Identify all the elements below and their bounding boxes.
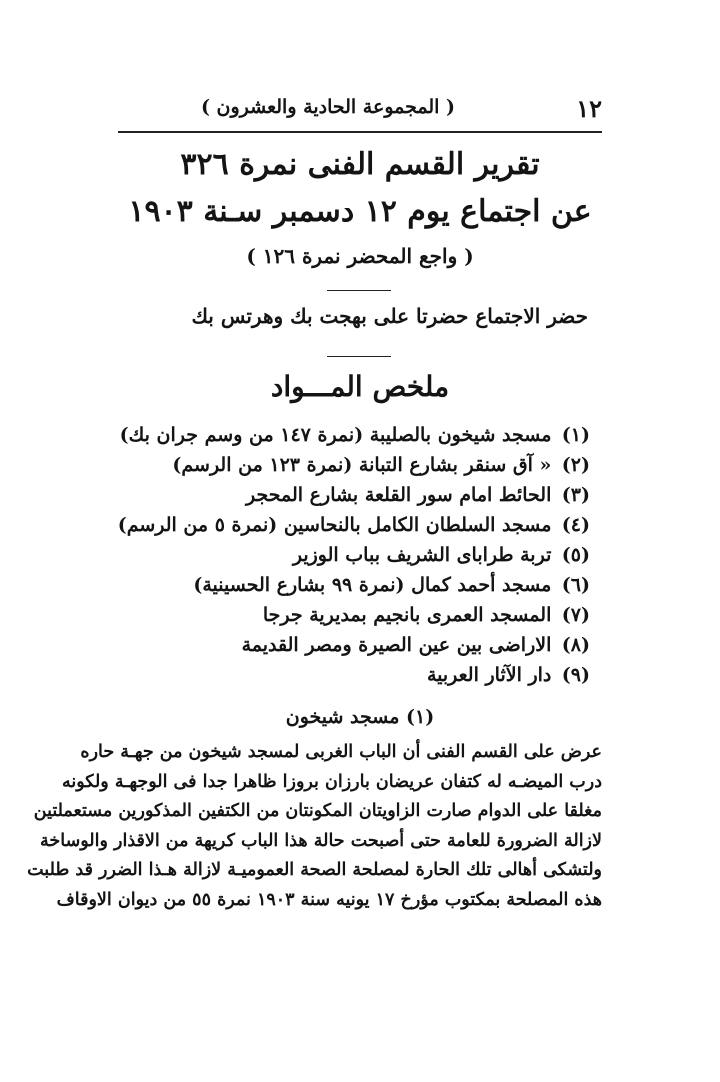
agenda-number: (٢) xyxy=(561,454,590,476)
agenda-item xyxy=(118,420,590,450)
agenda-number: (٧) xyxy=(561,604,590,626)
agenda-number: (٤) xyxy=(561,514,590,536)
agenda-item xyxy=(118,510,590,540)
body-line: لازالة الضرورة للعامة حتى أصبحت حالة هذا الباب كريهة من الاقذار والوساخة xyxy=(40,830,602,851)
agenda-text: مسجد شيخون بالصليبة (نمرة ١٤٧ من وسم جران بك) xyxy=(119,424,552,446)
section-body xyxy=(27,738,602,915)
agenda-text: مسجد السلطان الكامل بالنحاسين (نمرة ٥ من الرسم) xyxy=(117,514,552,536)
summary-heading: ملخص المـــواد xyxy=(270,370,450,403)
agenda-text: دار الآثار العربية xyxy=(426,664,552,686)
report-subtitle: عن اجتماع يوم ١٢ دسمبر سـنة ١٩٠٣ xyxy=(128,194,592,229)
body-line: هذه المصلحة بمكتوب مؤرخ ١٧ يونيه سنة ١٩٠٣ نمرة ٥٥ من ديوان الاوقاف xyxy=(56,889,602,910)
body-line: ولتشكى أهالى تلك الحارة لمصلحة الصحة العموميـة لازالة هـذا الضرر قد طلبت xyxy=(27,860,602,880)
running-head: ( المجموعة الحادية والعشرون ) xyxy=(200,96,456,118)
agenda-item xyxy=(118,630,590,660)
body-line: عرض على القسم الفنى أن الباب الغربى لمسجد شيخون من جهـة حاره xyxy=(80,742,602,762)
body-line: درب الميضـه له كتفان عريضان بارزان بروزا ظاهرا جدا فى الوجهـة ولكونه xyxy=(61,771,602,792)
agenda-number: (٦) xyxy=(561,574,590,596)
divider-rule xyxy=(327,356,391,357)
agenda-item xyxy=(118,450,590,480)
agenda-item xyxy=(118,600,590,630)
attendance-line: حضر الاجتماع حضرتا على بهجت بك وهرتس بك xyxy=(191,304,588,328)
agenda-text: المسجد العمرى بانجيم بمديرية جرجا xyxy=(262,604,552,626)
agenda-text: الحائط امام سور القلعة بشارع المحجر xyxy=(246,484,552,506)
header-rule xyxy=(118,131,602,133)
agenda-list xyxy=(118,420,602,690)
agenda-text: الاراضى بين عين الصيرة ومصر القديمة xyxy=(241,634,552,656)
agenda-number: (٨) xyxy=(561,634,590,656)
page-header xyxy=(118,94,602,128)
agenda-number: (٥) xyxy=(561,544,590,566)
agenda-number: (٩) xyxy=(561,664,590,686)
section-heading: (١) مسجد شيخون xyxy=(285,706,435,728)
report-title: تقرير القسم الفنى نمرة ٣٢٦ xyxy=(180,147,540,182)
agenda-item xyxy=(118,480,590,510)
agenda-item xyxy=(118,540,590,570)
page-number: ١٢ xyxy=(576,94,602,123)
divider-rule xyxy=(327,290,391,291)
body-line: مغلقا على الدوام صارت الزاويتان المكونتان من الكتفين المذكورين مستعملتين xyxy=(33,801,602,821)
agenda-number: (٣) xyxy=(561,484,590,506)
agenda-item xyxy=(118,570,590,600)
agenda-item xyxy=(118,660,590,690)
agenda-text: « آق سنقر بشارع التبانة (نمرة ١٢٣ من الرسم) xyxy=(172,454,552,476)
report-reference: ( واجع المحضر نمرة ١٢٦ ) xyxy=(246,244,474,268)
agenda-number: (١) xyxy=(561,424,590,446)
agenda-text: مسجد أحمد كمال (نمرة ٩٩ بشارع الحسينية) xyxy=(193,574,552,596)
agenda-text: تربة طراباى الشريف بباب الوزير xyxy=(292,544,552,566)
